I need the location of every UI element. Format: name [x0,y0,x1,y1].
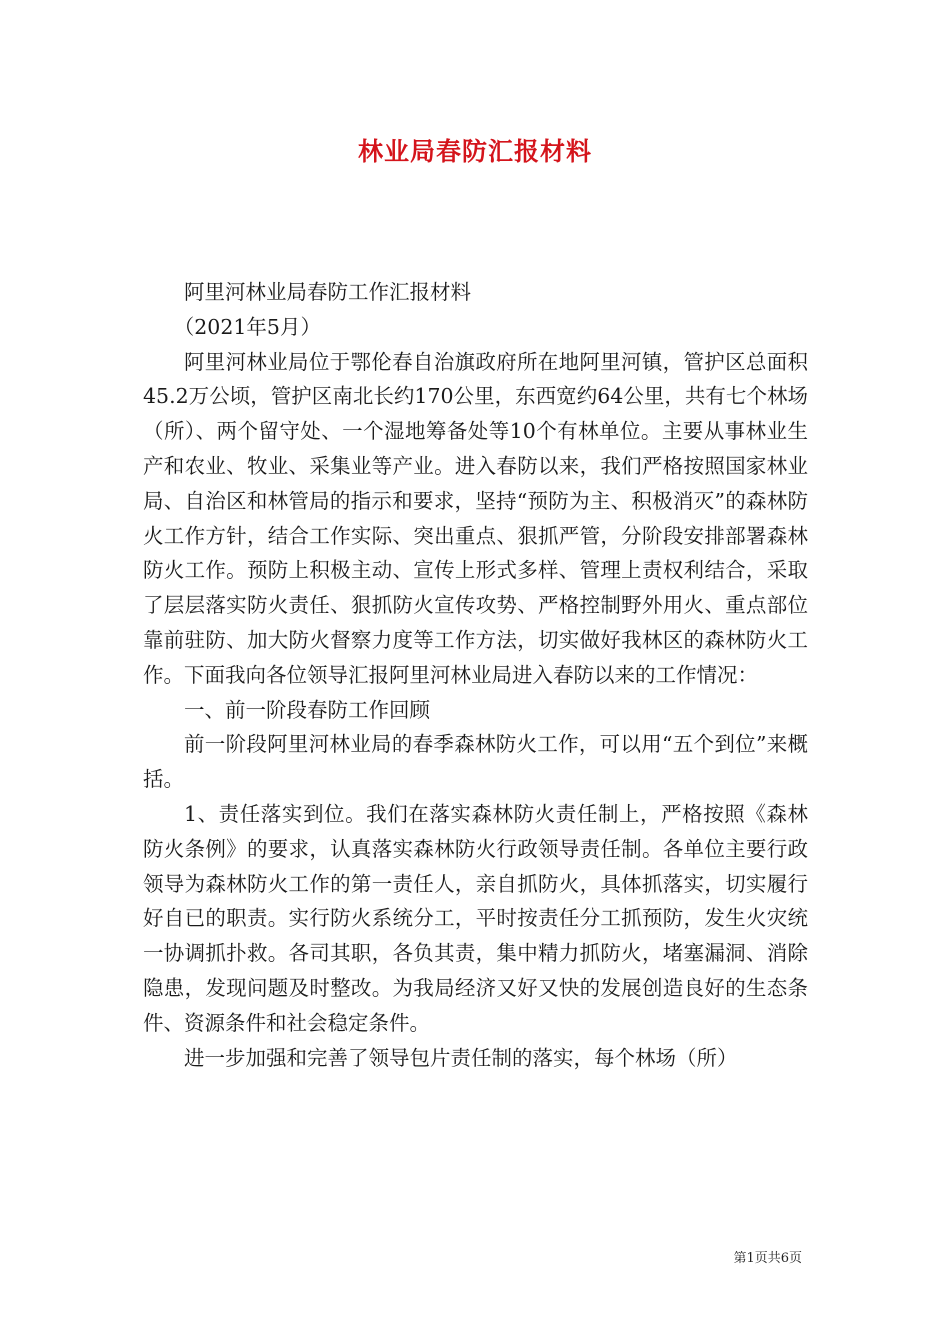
paragraph-responsibility: 1、责任落实到位。我们在落实森林防火责任制上，严格按照《森林防火条例》的要求，认真落实森林防火行政领导责任制。各单位主要行政领导为森林防火工作的第一责任人，亲自抓防火，具体抓落实，切实履行好自已的职责。实行防火系统分工，平时按责任分工抓预防，发生火灾统一协调抓扑救。各司其职，各负其责，集中精力抓防火，堵塞漏洞、消除隐患，发现问题及时整改。为我局经济又好又快的发展创造良好的生态条件、资源条件和社会稳定条件。 [143,801,808,1035]
section-heading: 一、前一阶段春防工作回顾 [184,697,430,722]
paragraph-summary: 前一阶段阿里河林业局的春季森林防火工作，可以用“五个到位”来概括。 [143,732,808,792]
document-date: （2021年5月） [173,314,321,339]
paragraph-continued: 进一步加强和完善了领导包片责任制的落实，每个林场（所） [184,1045,738,1070]
document-body [143,275,808,1075]
document-title: 林业局春防汇报材料 [357,137,592,166]
page-indicator: 第1页共6页 [733,1251,802,1266]
document-subtitle: 阿里河林业局春防工作汇报材料 [184,280,471,304]
paragraph-intro: 阿里河林业局位于鄂伦春自治旗政府所在地阿里河镇，管护区总面积45.2万公顷，管护区南北长约170公里，东西宽约64公里，共有七个林场（所）、两个留守处、一个湿地筹备处等10个有林单位。主要从事林业生产和农业、牧业、采集业等产业。进入春防以来，我们严格按照国家林业局、自治区和林管局的指示和要求，坚持“预防为主、积极消灭”的森林防火工作方针，结合工作实际、突出重点、狠抓严管，分阶段安排部署森林防火工作。预防上积极主动、宣传上形式多样、管理上责权利结合，采取了层层落实防火责任、狠抓防火宣传攻势、严格控制野外用火、重点部位靠前驻防、加大防火督察力度等工作方法，切实做好我林区的森林防火工作。下面我向各位领导汇报阿里河林业局进入春防以来的工作情况： [143,349,808,687]
